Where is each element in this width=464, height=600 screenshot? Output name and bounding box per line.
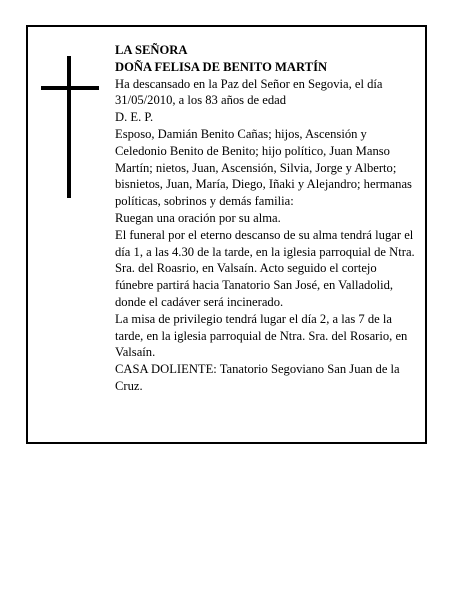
mourning-house: CASA DOLIENTE: Tanatorio Segoviano San Juan de la Cruz. bbox=[115, 362, 400, 393]
notice-text bbox=[115, 42, 417, 395]
cross-icon bbox=[41, 56, 99, 198]
notice-heading: LA SEÑORA bbox=[115, 43, 188, 57]
prayer-request: Ruegan una oración por su alma. bbox=[115, 210, 281, 225]
rip-line: D. E. P. bbox=[115, 110, 154, 125]
funeral-details: El funeral por el eterno descanso de su alma tendrá lugar el día 1, a las 4.30 de la tarde, en la iglesia parroquial de Ntra. Sra. del Roasrio, en Valsaín. Acto seguido el cortejo fúnebre partirá hacia Tanatorio San José, en Valladolid, donde el cadáver será incinerado. bbox=[115, 227, 415, 309]
obituary-notice bbox=[26, 25, 427, 444]
family-list: Esposo, Damián Benito Cañas; hijos, Ascensión y Celedonio Benito de Benito; hijo político, Juan Manso Martín; nietos, Juan, Ascensión, Silvia, Jorge y Alberto; bisnietos, Juan, María, Diego, Iñaki y Alejandro; hermanas políticas, sobrinos y demás familia: bbox=[115, 126, 412, 209]
deceased-name: DOÑA FELISA DE BENITO MARTÍN bbox=[115, 59, 328, 74]
mass-details: La misa de privilegio tendrá lugar el día 2, a las 7 de la tarde, en la iglesia parroquial de Ntra. Sra. del Rosario, en Valsaín. bbox=[115, 311, 408, 360]
cross-vertical-bar bbox=[67, 56, 71, 198]
death-announcement: Ha descansado en la Paz del Señor en Segovia, el día 31/05/2010, a los 83 años de edad bbox=[115, 76, 383, 108]
cross-horizontal-bar bbox=[41, 86, 99, 90]
